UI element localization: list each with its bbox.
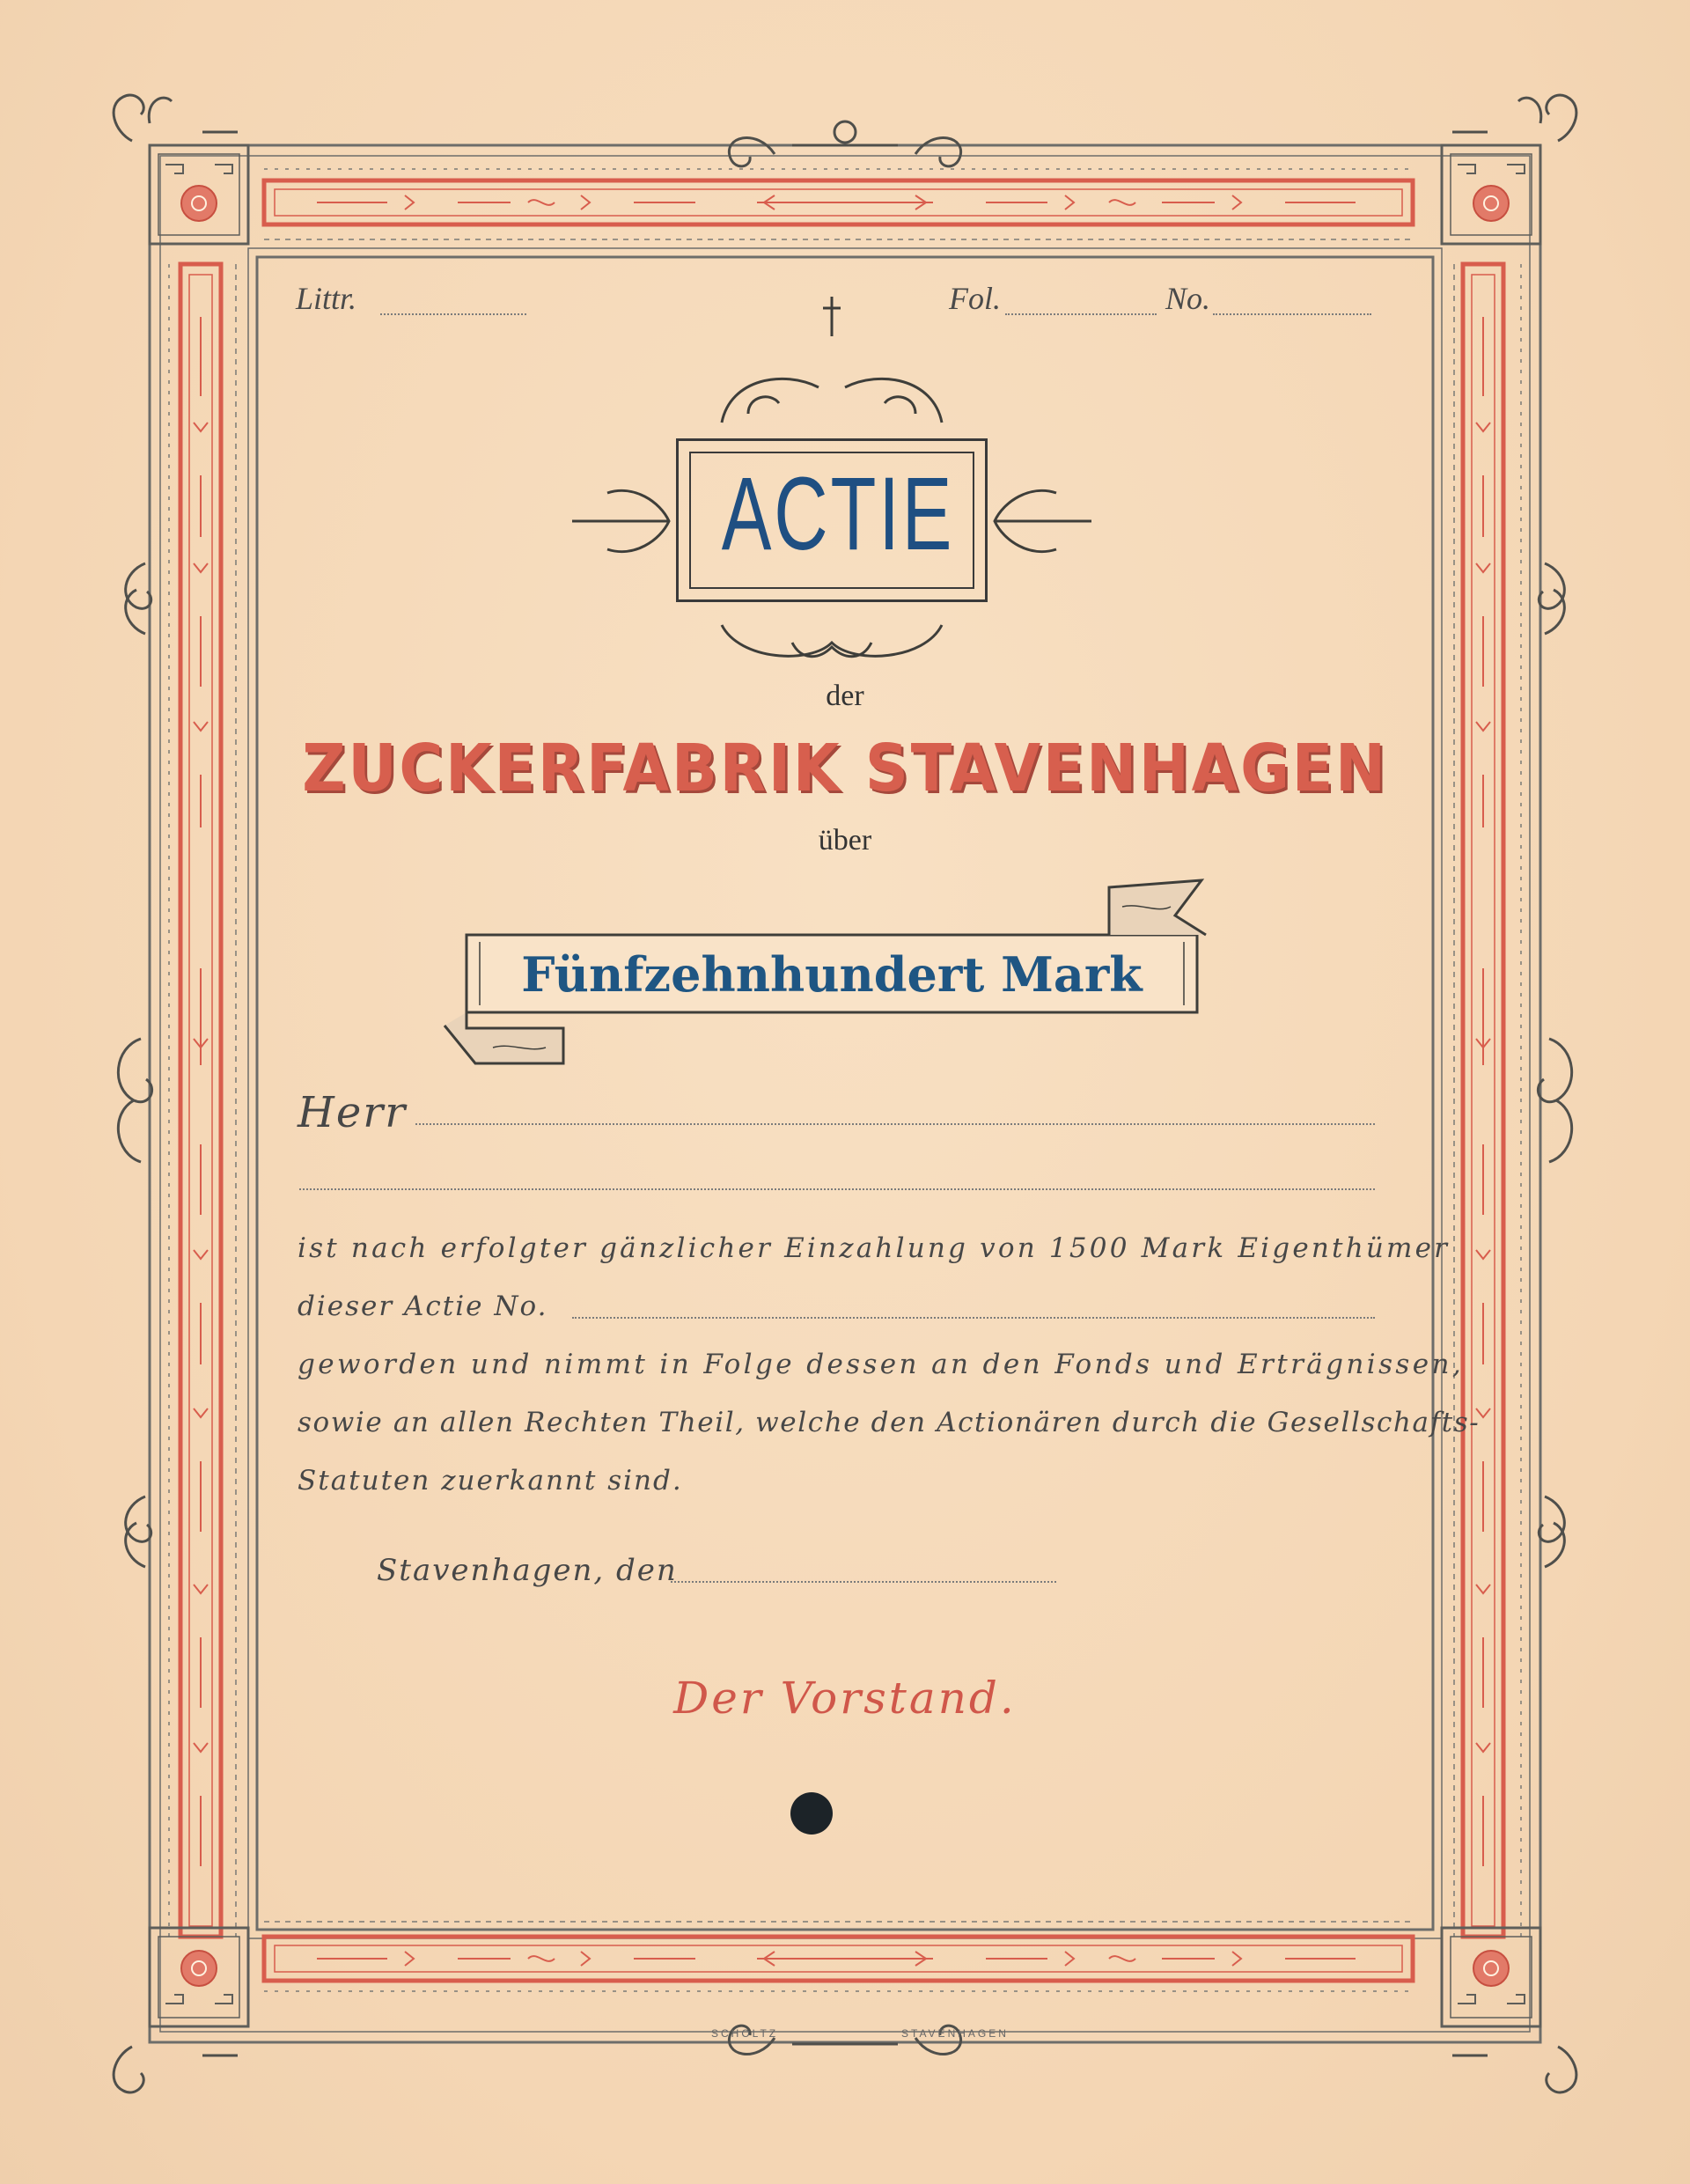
- no-field[interactable]: [1213, 313, 1371, 315]
- cancellation-punch-hole: [790, 1792, 833, 1835]
- amount-in-words: Fünfzehnhundert Mark: [521, 946, 1143, 1003]
- herr-label: Herr: [298, 1088, 408, 1137]
- holder-name-field[interactable]: [415, 1123, 1375, 1125]
- body-line-2-label: dieser Actie No.: [298, 1291, 548, 1322]
- date-field[interactable]: [671, 1581, 1056, 1583]
- printer-name: SCHOLTZ: [711, 2027, 779, 2040]
- company-name: ZUCKERFABRIK STAVENHAGEN: [302, 731, 1388, 806]
- share-number-field[interactable]: [572, 1317, 1375, 1319]
- board-signature-label: Der Vorstand.: [673, 1673, 1017, 1724]
- ueber-text: über: [818, 824, 872, 857]
- body-line-4: sowie an allen Rechten Theil, welche den Actionären durch die Gesellschafts-: [298, 1407, 1481, 1438]
- der-text: der: [826, 680, 864, 712]
- actie-title: ACTIE: [721, 456, 955, 572]
- littr-label: Littr.: [296, 281, 357, 316]
- holder-name-field-2[interactable]: [299, 1188, 1375, 1190]
- no-label: No.: [1165, 281, 1211, 316]
- body-line-3: geworden und nimmt in Folge dessen an den Fonds und Erträgnissen,: [298, 1349, 1465, 1380]
- actie-title-box: [676, 438, 988, 602]
- fol-label: Fol.: [949, 281, 1001, 316]
- body-line-5: Statuten zuerkannt sind.: [298, 1465, 683, 1496]
- fol-field[interactable]: [1005, 313, 1157, 315]
- place-date-label: Stavenhagen, den: [377, 1553, 678, 1588]
- printer-city: STAVENHAGEN: [901, 2027, 1009, 2040]
- body-line-1: ist nach erfolgter gänzlicher Einzahlung von 1500 Mark Eigenthümer: [298, 1232, 1451, 1264]
- littr-field[interactable]: [380, 313, 526, 315]
